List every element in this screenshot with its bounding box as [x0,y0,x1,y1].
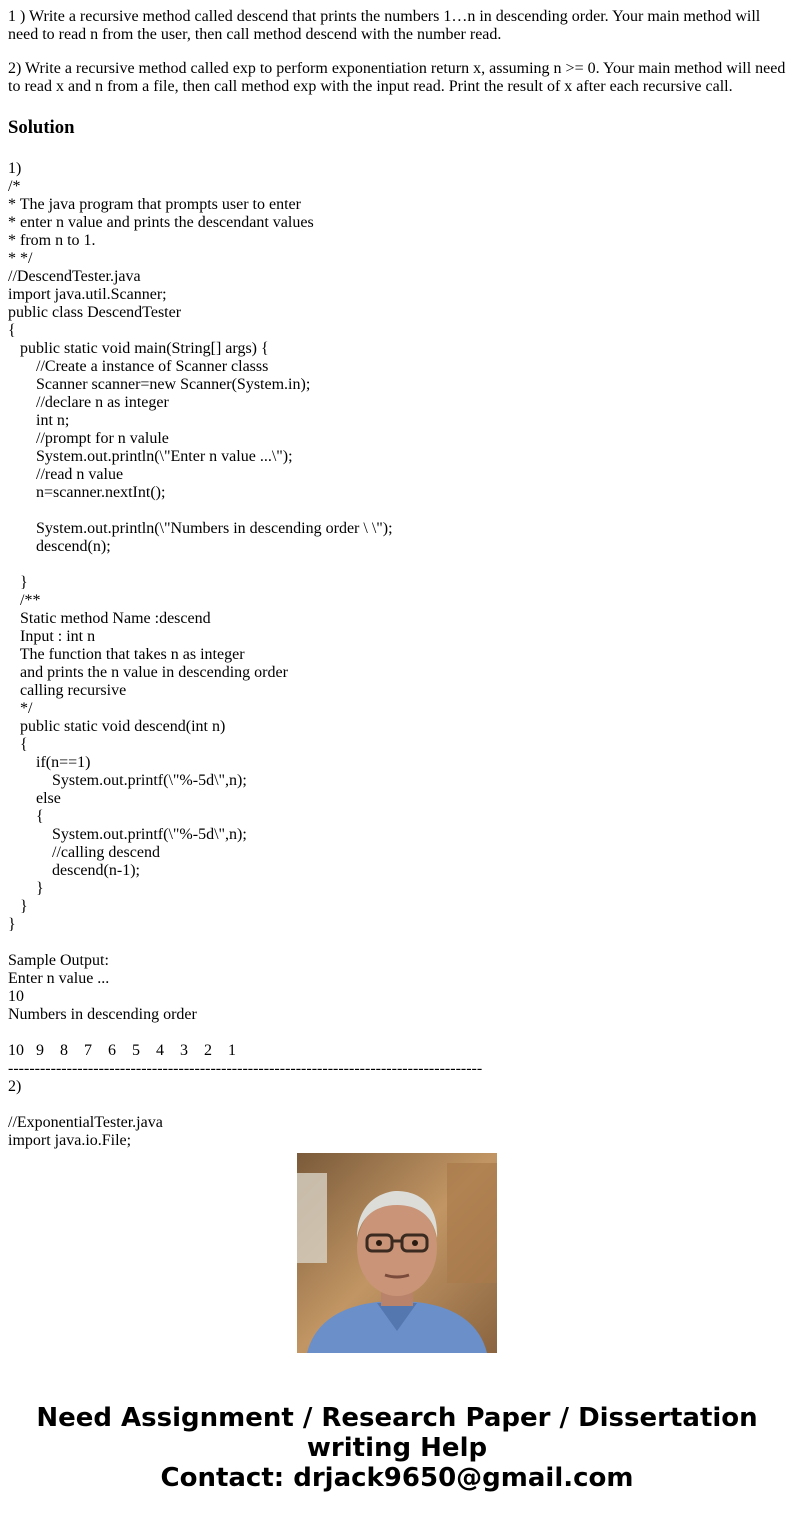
solution-heading: Solution [8,117,75,138]
promo-contact[interactable]: Contact: drjack9650@gmail.com [160,1463,634,1493]
code-block: 1) /* * The java program that prompts user to enter * enter n value and prints the descendant values * from n to 1. * */ //DescendTester.java import java.util.Scanner; public class DescendTester { public static void main(String[] args) { //Create a instance of Scanner classs Scanner scanner=new Scanner(System.in); //declare n as integer int n; //prompt for n valule System.out.println(\"Enter n value ...\"); //read n value n=scanner.nextInt(); System.out.println(\"Numbers in descending order \ \"); descend(n); } /** Static method Name :descend Input : int n The function that takes n as integer and prints the n value in descending order calling recursive */ public static void descend(int n) { if(n==1) System.out.printf(\"%-5d\",n); else { System.out.printf(\"%-5d\",n); //calling descend descend(n-1); } } } Sample Output: Enter n value ... 10 Numbers in descending order 10 9 8 7 6 5 4 3 2 1 ----------------------------------------------------------------------------------------- 2) //ExponentialTester.java import java.io.File; [8,160,483,1149]
promo-banner [0,1403,794,1493]
document-content [8,0,788,1149]
question-1: 1 ) Write a recursive method called descend that prints the numbers 1…n in descending order. Your main method will need to read n from the user, then call method descend with the number read. [8,8,761,43]
avatar [297,1153,497,1353]
promo-line-1: Need Assignment / Research Paper / Dissertation [36,1403,758,1433]
promo-line-2: writing Help [306,1433,488,1463]
question-2: 2) Write a recursive method called exp to perform exponentiation return x, assuming n >= 0. Your main method will need to read x and n from a file, then call method exp with the input read. Print the result of x after each recursive call. [8,60,786,95]
person-photo-icon [297,1153,497,1353]
